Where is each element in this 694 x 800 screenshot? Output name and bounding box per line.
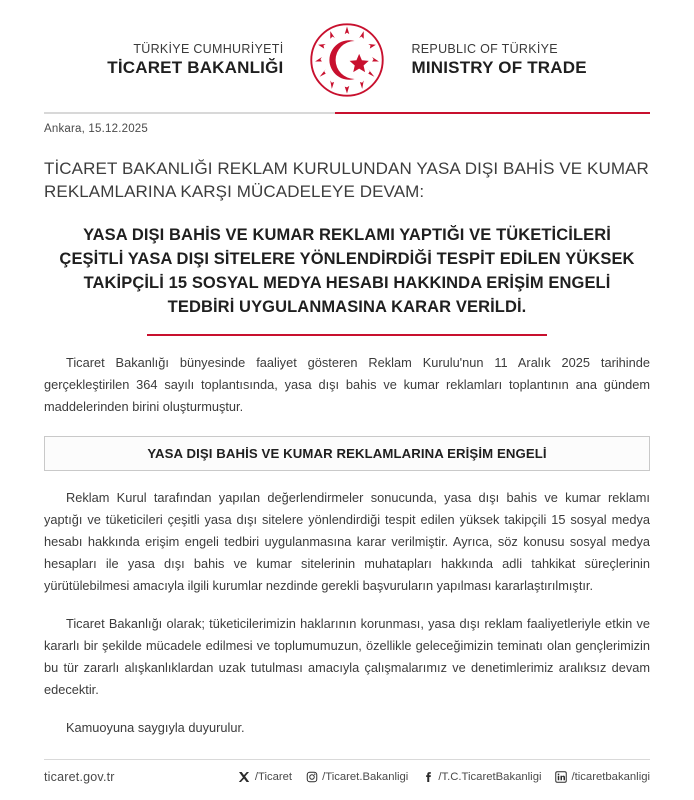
ministry-name-en: MINISTRY OF TRADE [411,58,587,78]
section-banner: YASA DIŞI BAHİS VE KUMAR REKLAMLARINA ERİŞİM ENGELİ [44,436,650,471]
social-links [238,771,650,784]
document-footer [44,759,650,784]
ministry-name-tr: TİCARET BAKANLIĞI [107,58,284,78]
accent-divider [147,334,547,337]
social-link-x-twitter[interactable] [238,771,292,784]
facebook-icon [421,771,434,784]
footer-divider [44,759,650,760]
header-divider [44,112,650,114]
social-label-linkedin: /ticaretbakanligi [571,771,650,783]
paragraph-1: Ticaret Bakanlığı bünyesinde faaliyet gösteren Reklam Kurulu'nun 11 Aralık 2025 tarihinde gerçekleştirilen 364 sayılı toplantısında, yasa dışı bahis ve kumar reklamları toplantının ana gündem maddelerinden birini oluşturmuştur. [44,355,650,415]
social-label-instagram: /Ticaret.Bakanligi [322,771,409,783]
social-link-instagram[interactable] [305,771,408,784]
paragraph-3: Ticaret Bakanlığı olarak; tüketicilerimizin haklarının korunması, yasa dışı reklam faaliyetleriyle etkin ve kararlı bir şekilde mücadele edilmesi ve toplumumuzun, özellikle geleceğimizin teminatı olan gençlerimizin bu tür zararlı alışkanlıklardan uzak tutulması amacıyla çalışmalarımız ve denetimlerimiz aralıksız devam edecektir. [44,616,650,698]
turkish-crescent-star-emblem [309,22,385,98]
page-title: TİCARET BAKANLIĞI REKLAM KURULUNDAN YASA DIŞI BAHİS VE KUMAR REKLAMLARINA KARŞI MÜCADELEYE DEVAM: [44,159,649,202]
linkedin-icon [555,771,568,784]
page-subtitle: YASA DIŞI BAHİS VE KUMAR REKLAMI YAPTIĞI VE TÜKETİCİLERİ ÇEŞİTLİ YASA DIŞI SİTELERE YÖNLENDİRDİĞİ TESPİT EDİLEN YÜKSEK TAKİPÇİLİ 15 SOSYAL MEDYA HESABI HAKKINDA ERİŞİM ENGELİ TEDBİRİ UYGULANMASINA KARAR VERİLDİ. [59,225,635,316]
instagram-icon [305,771,318,784]
social-label-x-twitter: /Ticaret [254,771,293,783]
paragraph-4: Kamuoyuna saygıyla duyurulur. [66,720,245,736]
paragraph-2: Reklam Kurul tarafından yapılan değerlendirmeler sonucunda, yasa dışı bahis ve kumar reklamı yaptığı ve tüketicileri çeşitli yasa dışı sitelere yönlendirdiği tespit edilen yüksek takipçili 15 sosyal medya hesabı hakkında erişim engeli tedbiri uygulanmasına karar verilmiştir. Ayrıca, söz konusu sosyal medya hesapları ile yasa dışı bahis ve kumar sitelerinin muhatapları hakkında adli tahkikat süreçlerinin yürütülebilmesi amacıyla ilgili kurumlar nezdinde gerekli başvuruların yapılması kararlaştırılmıştır. [44,490,650,594]
issue-date: Ankara, 15.12.2025 [44,123,148,135]
social-link-facebook[interactable] [421,771,541,784]
social-link-linkedin[interactable] [555,771,651,784]
website-link[interactable]: ticaret.gov.tr [44,770,115,784]
header-right-block [385,41,586,80]
x-twitter-icon [238,771,251,784]
ministry-country-en: REPUBLIC OF TÜRKİYE [411,41,558,56]
header-left-block [107,41,309,80]
document-header [44,0,650,98]
ministry-country-tr: TÜRKİYE CUMHURİYETİ [133,41,284,56]
social-label-facebook: /T.C.TicaretBakanligi [438,771,542,783]
